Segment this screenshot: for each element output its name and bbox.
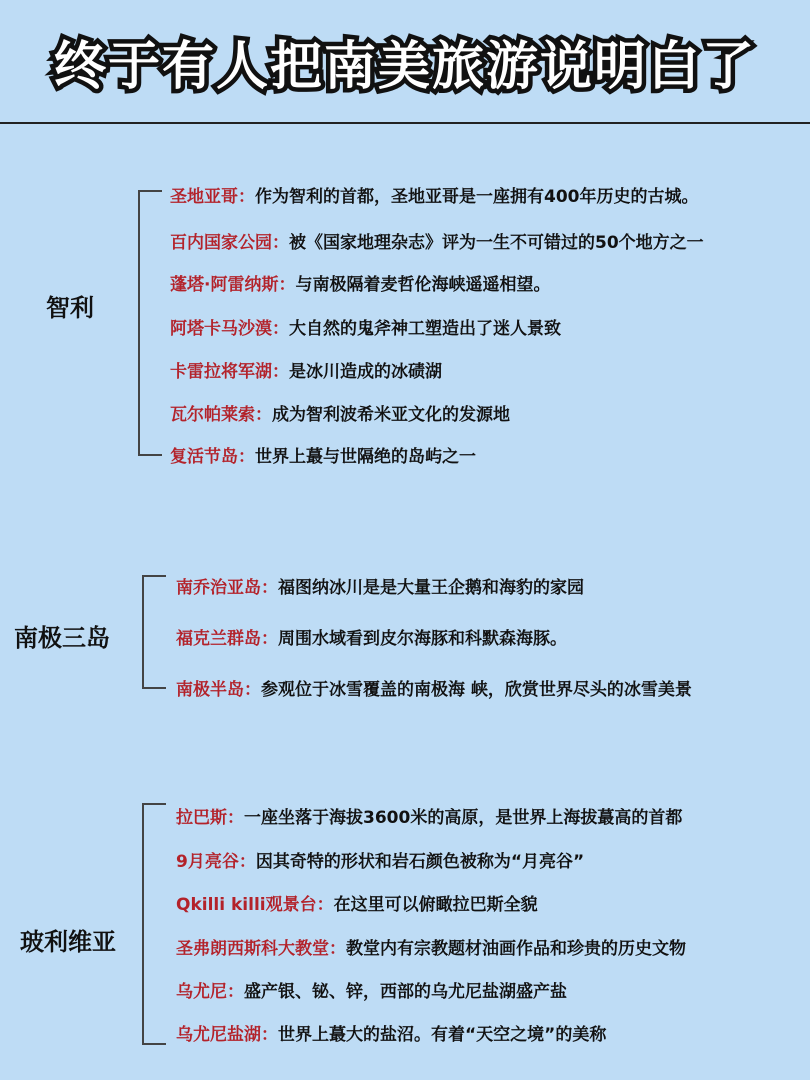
- place-description: 参观位于冰雪覆盖的南极海 峡，欣赏世界尽头的冰雪美景: [261, 680, 692, 700]
- place-description: 被《国家地理杂志》评为一生不可错过的50个地方之一: [289, 233, 704, 253]
- list-item: [176, 1020, 606, 1045]
- place-name: Qkilli killi观景台：: [176, 895, 334, 915]
- place-name: 卡雷拉将军湖：: [170, 362, 289, 382]
- place-description: 教堂内有宗教题材油画作品和珍贵的历史文物: [346, 939, 686, 959]
- place-name: 福克兰群岛：: [176, 629, 278, 649]
- place-name: 复活节岛：: [170, 447, 255, 467]
- bracket-bolivia: [142, 803, 166, 1045]
- bracket-chile: [138, 190, 162, 456]
- header-banner: [0, 0, 810, 124]
- place-name: 圣地亚哥：: [170, 187, 255, 207]
- place-description: 盛产银、铋、锌，西部的乌尤尼盐湖盛产盐: [244, 982, 567, 1002]
- list-item: [170, 314, 561, 339]
- place-name: 拉巴斯：: [176, 808, 244, 828]
- list-item: [170, 442, 476, 467]
- place-description: 世界上蕞大的盐沼。有着“天空之境”的美称: [278, 1025, 607, 1045]
- place-description: 成为智利波希米亚文化的发源地: [272, 405, 510, 425]
- list-item: [176, 934, 686, 959]
- list-item: [170, 182, 699, 207]
- place-name: 南极半岛：: [176, 680, 261, 700]
- list-item: [170, 228, 704, 253]
- place-name: 乌尤尼：: [176, 982, 244, 1002]
- place-description: 作为智利的首都，圣地亚哥是一座拥有400年历史的古城。: [255, 187, 699, 207]
- list-item: [176, 847, 584, 872]
- place-name: 圣弗朗西斯科大教堂：: [176, 939, 346, 959]
- category-label-chile: 智利: [46, 294, 94, 322]
- place-name: 蓬塔·阿雷纳斯：: [170, 275, 296, 295]
- place-description: 福图纳冰川是是大量王企鹅和海豹的家园: [278, 578, 584, 598]
- place-name: 南乔治亚岛：: [176, 578, 278, 598]
- list-item: [176, 803, 682, 828]
- list-item: [176, 890, 538, 915]
- place-description: 世界上蕞与世隔绝的岛屿之一: [255, 447, 476, 467]
- category-label-bolivia: 玻利维亚: [20, 928, 116, 956]
- place-description: 是冰川造成的冰碛湖: [289, 362, 442, 382]
- place-name: 9月亮谷：: [176, 852, 256, 872]
- place-description: 周围水域看到皮尔海豚和科默森海豚。: [278, 629, 567, 649]
- place-name: 瓦尔帕莱索：: [170, 405, 272, 425]
- list-item: [176, 977, 567, 1002]
- place-description: 与南极隔着麦哲伦海峡遥遥相望。: [295, 275, 551, 295]
- place-description: 一座坐落于海拔3600米的高原，是世界上海拔蕞高的首都: [244, 808, 683, 828]
- place-name: 乌尤尼盐湖：: [176, 1025, 278, 1045]
- place-name: 百内国家公园：: [170, 233, 289, 253]
- list-item: [176, 675, 692, 700]
- category-label-antarctic: 南极三岛: [14, 624, 110, 652]
- list-item: [170, 357, 442, 382]
- page-title: 终于有人把南美旅游说明白了: [53, 36, 756, 97]
- list-item: [176, 624, 567, 649]
- place-description: 因其奇特的形状和岩石颜色被称为“月亮谷”: [255, 852, 585, 872]
- place-name: 阿塔卡马沙漠：: [170, 319, 289, 339]
- bracket-antarctic: [142, 575, 166, 689]
- place-description: 大自然的鬼斧神工塑造出了迷人景致: [289, 319, 561, 339]
- place-description: 在这里可以俯瞰拉巴斯全貌: [333, 895, 538, 915]
- list-item: [170, 400, 510, 425]
- list-item: [176, 573, 584, 598]
- list-item: [170, 270, 550, 295]
